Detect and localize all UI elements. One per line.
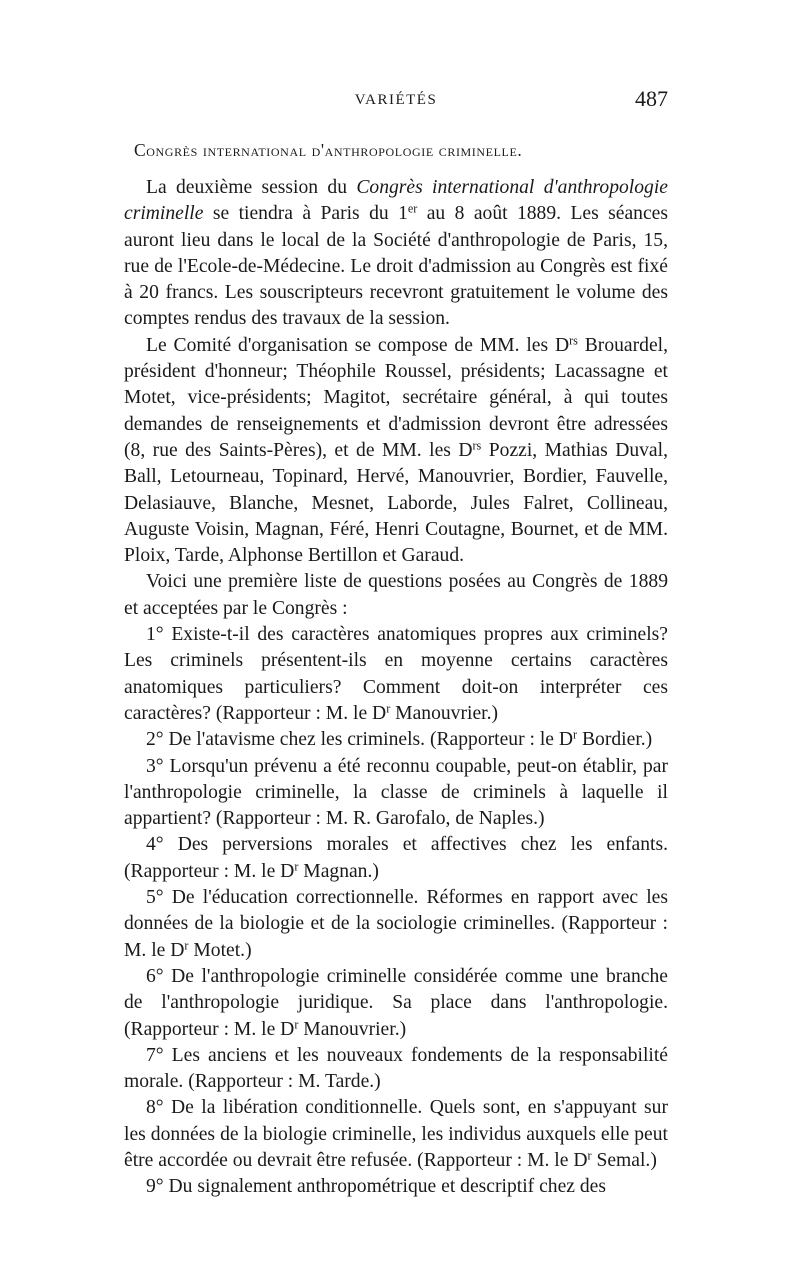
question-6: 6° De l'anthropologie criminelle considérée comme une branche de l'anthropologie juridique. Sa place dans l'anthropologie. (Rapporteur : M. le $D^r$ Manouvrier.) [124,965,668,1040]
running-head [124,86,668,132]
paragraph-session: La deuxième session du Congrès international d'anthropologie criminelle se tiendra à Paris du 1er au 8 août 1889. Les séances auront lieu dans le local de la Société d'anthropologie de Paris, 15, rue de l'Ecole-de-Médecine. Le droit d'admission au Congrès est fixé à 20 francs. Les souscripteurs recevront gratuitement le volume des comptes rendus des travaux de la session. [124,177,668,330]
section-title: Congrès international d'anthropologie criminelle. [134,140,523,160]
question-3: 3° Lorsqu'un prévenu a été reconnu coupable, peut-on établir, par l'anthropologie criminelle, la classe de criminels à laquelle il appartient? (Rapporteur : M. R. Garofalo, de Naples.) [124,755,668,830]
paragraph-questions-intro: Voici une première liste de questions posées au Congrès de 1889 et acceptées par le Congrès : [124,571,668,619]
question-5: 5° De l'éducation correctionnelle. Réformes en rapport avec les données de la biologie et de la sociologie criminelles. (Rapporteur : M. le $D^r$ Motet.) [124,887,668,961]
question-9: 9° Du signalement anthropométrique et descriptif chez des [146,1176,606,1198]
congress-name: Congrès international d'anthropologie criminelle [124,177,668,225]
question-4: 4° Des perversions morales et affectives chez les enfants. (Rapporteur : M. le $D^r$ Magnan.) [124,834,668,882]
body-text [124,175,668,1201]
question-2: 2° De l'atavisme chez les criminels. (Rapporteur : le $D^r$ Bordier.) [146,727,653,751]
paragraph-committee: Le Comité d'organisation se compose de MM. les $D^{rs}$ Brouardel, président d'honneur; Théophile Roussel, présidents; Lacassagne et Motet, vice-présidents; Magitot, secrétaire général, à qui toutes demandes de renseignements et d'admission devront être adressées (8, rue des Saints-Pères), et de MM. les $D^{rs}$ Pozzi, Mathias Duval, Ball, Letourneau, Topinard, Hervé, Manouvrier, Bordier, Fauvelle, Delasiauve, Blanche, Mesnet, Laborde, Jules Falret, Collineau, Auguste Voisin, Magnan, Féré, Henri Coutagne, Bournet, et de MM. Ploix, Tarde, Alphonse Bertillon et Garaud. [124,333,668,567]
question-8: 8° De la libération conditionnelle. Quels sont, en s'appuyant sur les données de la biologie criminelle, les individus auxquels elle peut être accordée ou devrait être refusée. (Rapporteur : M. le $D^r$ Semal.) [124,1097,668,1171]
question-7: 7° Les anciens et les nouveaux fondements de la responsabilité morale. (Rapporteur : M. Tarde.) [124,1044,668,1093]
question-1: 1° Existe-t-il des caractères anatomiques propres aux criminels? Les criminels présentent-ils en moyenne certains caractères anatomiques particuliers? Comment doit-on interpréter ces caractères? (Rapporteur : M. le $D^r$ Manouvrier.) [124,624,668,724]
running-title: VARIÉTÉS [354,92,438,108]
page-number: 487 [635,86,668,111]
